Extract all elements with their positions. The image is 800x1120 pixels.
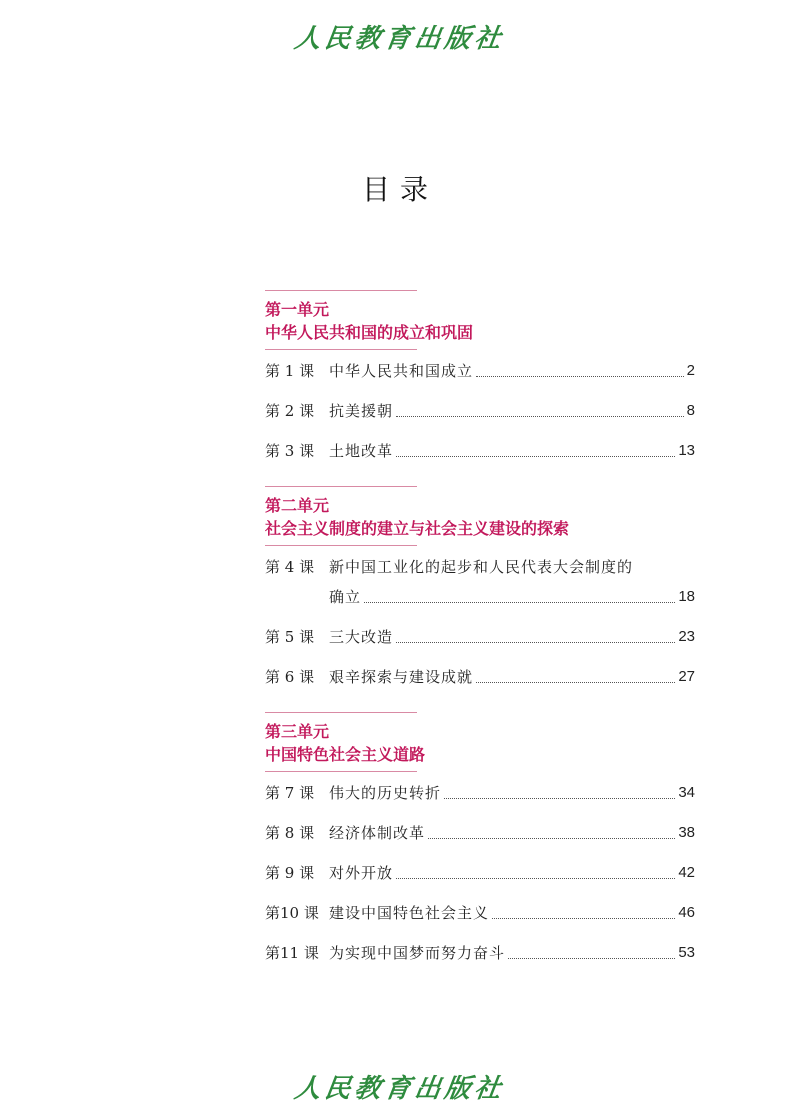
publisher-logo-top: 人民教育出版社 — [292, 24, 507, 54]
dot-leader — [396, 641, 675, 643]
page-number: 42 — [678, 864, 695, 881]
publisher-logo-bottom: 人民教育出版社 — [292, 1074, 507, 1104]
page-number: 53 — [678, 944, 695, 961]
table-of-contents — [265, 290, 720, 988]
lesson-title: 抗美援朝 — [329, 402, 394, 420]
toc-entry-lesson-8[interactable] — [265, 822, 695, 844]
unit-1 — [265, 290, 720, 462]
page-title: 目录 — [361, 173, 438, 206]
page-number: 38 — [678, 824, 695, 841]
toc-entry-lesson-9[interactable] — [265, 862, 695, 884]
dot-leader — [396, 455, 675, 457]
lesson-title: 建设中国特色社会主义 — [329, 904, 490, 922]
divider — [265, 349, 417, 350]
toc-entry-lesson-2[interactable] — [265, 400, 695, 422]
dot-leader — [428, 837, 675, 839]
lesson-title: 中华人民共和国成立 — [329, 362, 474, 380]
toc-entry-lesson-11[interactable] — [265, 942, 695, 964]
divider — [265, 486, 417, 487]
divider — [265, 545, 417, 546]
divider — [265, 290, 417, 291]
dot-leader — [508, 957, 675, 959]
lesson-number: 第 2 课 — [265, 402, 315, 420]
divider — [265, 712, 417, 713]
lesson-number: 第 9 课 — [265, 864, 315, 882]
toc-entry-lesson-6[interactable] — [265, 666, 695, 688]
lesson-number: 第 7 课 — [265, 784, 315, 802]
unit-heading — [265, 486, 570, 546]
page-number: 23 — [678, 628, 695, 645]
unit-heading — [265, 712, 426, 772]
lesson-number: 第10 课 — [265, 904, 319, 922]
lesson-title: 经济体制改革 — [329, 824, 426, 842]
toc-entry-lesson-3[interactable] — [265, 440, 695, 462]
dot-leader — [476, 681, 675, 683]
unit-title: 社会主义制度的建立与社会主义建设的探索 — [265, 519, 570, 538]
dot-leader — [492, 917, 675, 919]
unit-number: 第二单元 — [265, 496, 330, 515]
unit-number: 第一单元 — [265, 300, 330, 319]
toc-entry-lesson-7[interactable] — [265, 782, 695, 804]
dot-leader — [364, 601, 675, 603]
toc-entry-lesson-10[interactable] — [265, 902, 695, 924]
lesson-title: 为实现中国梦而努力奋斗 — [329, 944, 506, 962]
lesson-number: 第 5 课 — [265, 628, 315, 646]
lesson-number: 第 6 课 — [265, 668, 315, 686]
lesson-title: 土地改革 — [329, 442, 394, 460]
lesson-title: 三大改造 — [329, 628, 394, 646]
toc-entry-lesson-5[interactable] — [265, 626, 695, 648]
dot-leader — [396, 877, 675, 879]
page-number: 46 — [678, 904, 695, 921]
toc-entry-lesson-1[interactable] — [265, 360, 695, 382]
unit-3 — [265, 712, 720, 964]
lesson-number: 第 4 课 — [265, 558, 315, 576]
toc-entry-lesson-4[interactable] — [265, 556, 695, 608]
page-number: 2 — [686, 362, 695, 379]
page-number: 13 — [678, 442, 695, 459]
unit-heading — [265, 290, 474, 350]
divider — [265, 771, 417, 772]
lesson-title: 艰辛探索与建设成就 — [329, 668, 474, 686]
page-number: 27 — [678, 668, 695, 685]
dot-leader — [476, 375, 684, 377]
unit-2 — [265, 486, 720, 688]
lesson-title: 新中国工业化的起步和人民代表大会制度的 — [329, 558, 634, 576]
lesson-number: 第11 课 — [265, 944, 319, 962]
lesson-number: 第 8 课 — [265, 824, 315, 842]
lesson-title: 对外开放 — [329, 864, 394, 882]
page-number: 8 — [686, 402, 695, 419]
unit-number: 第三单元 — [265, 722, 330, 741]
dot-leader — [444, 797, 675, 799]
lesson-title: 伟大的历史转折 — [329, 784, 442, 802]
lesson-number: 第 1 课 — [265, 362, 315, 380]
page-number: 34 — [678, 784, 695, 801]
dot-leader — [396, 415, 684, 417]
unit-title: 中华人民共和国的成立和巩固 — [265, 323, 474, 342]
lesson-title-continued: 确立 — [329, 588, 362, 606]
lesson-number: 第 3 课 — [265, 442, 315, 460]
page-number: 18 — [678, 588, 695, 605]
unit-title: 中国特色社会主义道路 — [265, 745, 426, 764]
